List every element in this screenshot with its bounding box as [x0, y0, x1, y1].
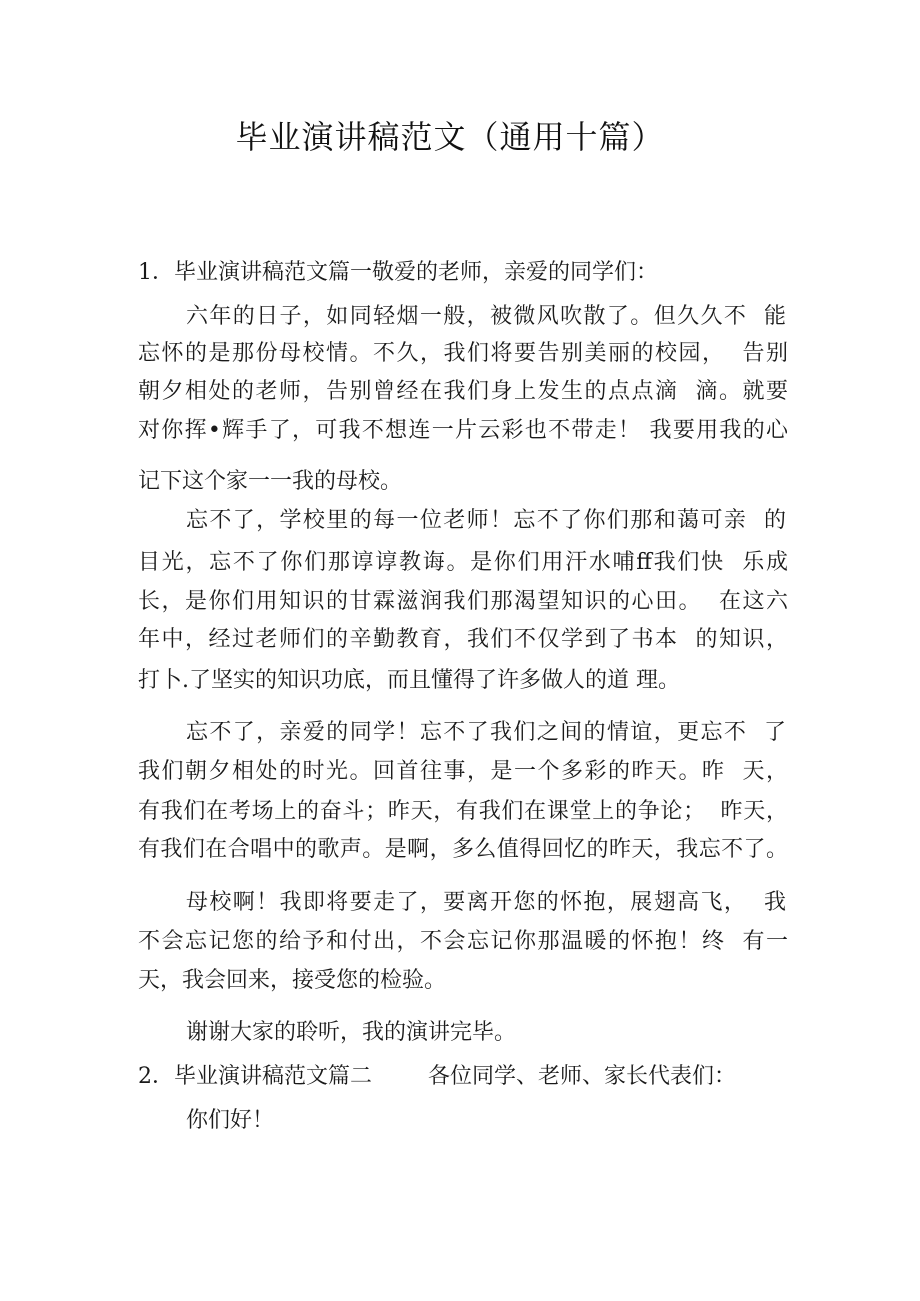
body-line: 忘不了，学校里的每一位老师！忘不了你们那和蔼可亲 的 — [186, 508, 786, 533]
body-line: 忘怀的是那份母校情。不久，我们将要告别美丽的校园， 告别 — [138, 341, 788, 366]
body-line: 朝夕相处的老师，告别曾经在我们身上发生的点点滴 滴。就要 — [138, 379, 788, 404]
body-line: 天，我会回来，接受您的检验。 — [138, 968, 447, 993]
body-line: 谢谢大家的聆听，我的演讲完毕。 — [186, 1020, 517, 1045]
body-line: 打卜.了坚实的知识功底，而且懂得了许多做人的道 理。 — [138, 668, 680, 693]
body-line: 六年的日子，如同轻烟一般，被微风吹散了。但久久不 能 — [186, 304, 786, 329]
body-line: 长，是你们用知识的甘霖滋润我们那渴望知识的心田。 在这六 — [138, 589, 788, 614]
document-title: 毕业演讲稿范文（通用十篇） — [235, 118, 665, 156]
body-line: 年中，经过老师们的辛勤教育，我们不仅学到了书本 的知识， — [138, 627, 788, 652]
body-line: 我们朝夕相处的时光。回首往事，是一个多彩的昨天。昨 天， — [138, 759, 788, 784]
body-line: 对你挥•辉手了，可我不想连一片云彩也不带走！ 我要用我的心 — [138, 418, 788, 443]
body-line: 记下这个家一一我的母校。 — [138, 469, 403, 494]
body-line: 不会忘记您的给予和付出，不会忘记你那温暖的怀抱！终 有一 — [138, 929, 788, 954]
body-line: 忘不了，亲爱的同学！忘不了我们之间的情谊，更忘不 了 — [186, 720, 786, 745]
body-line: 母校啊！我即将要走了，要离开您的怀抱，展翅高飞， 我 — [186, 890, 786, 915]
body-line: 2．毕业演讲稿范文篇二 各位同学、老师、家长代表们： — [138, 1064, 736, 1089]
body-line: 目光，忘不了你们那谆谆教诲。是你们用汗水哺ff我们快 乐成 — [138, 550, 788, 575]
body-line: 有我们在合唱中的歌声。是啊，多么值得回忆的昨天，我忘不了。 — [138, 837, 788, 862]
body-line: 你们好！ — [186, 1108, 275, 1133]
body-line: 1．毕业演讲稿范文篇一敬爱的老师，亲爱的同学们： — [138, 260, 658, 285]
body-line: 有我们在考场上的奋斗；昨天，有我们在课堂上的争论； 昨天， — [138, 799, 788, 824]
